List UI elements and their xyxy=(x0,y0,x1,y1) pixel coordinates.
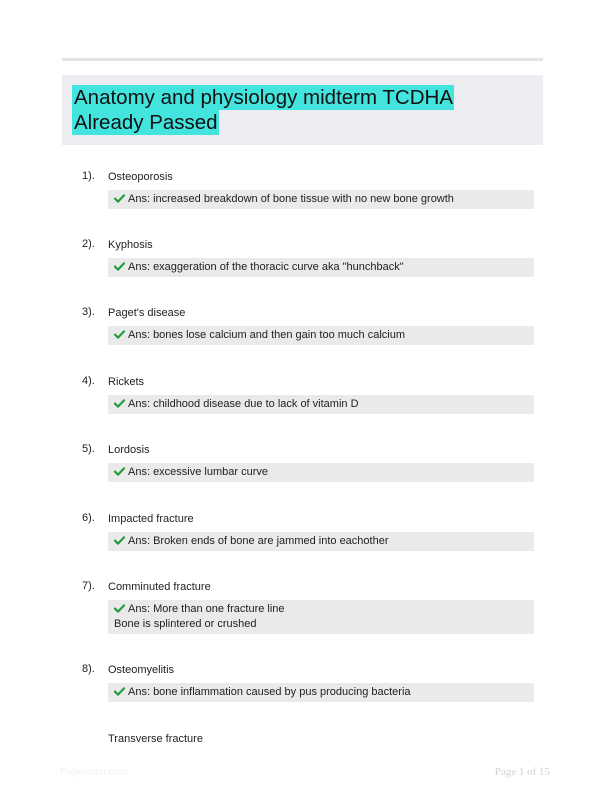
question-number: 2). xyxy=(82,238,95,250)
answer-box xyxy=(108,600,534,634)
check-icon xyxy=(114,604,125,613)
question-number: 6). xyxy=(82,512,95,524)
answer-box xyxy=(108,395,534,414)
check-icon xyxy=(114,467,125,476)
question-text: Osteomyelitis xyxy=(108,664,175,676)
document-title xyxy=(72,85,512,135)
answer-text: Ans: Broken ends of bone are jammed into eachother xyxy=(128,535,389,547)
question-number: 8). xyxy=(82,663,95,675)
check-icon xyxy=(114,536,125,545)
question-text: Rickets xyxy=(108,376,145,388)
question-number: 1). xyxy=(82,170,95,182)
question-text: Paget's disease xyxy=(108,307,186,319)
page-number: Page 1 of 15 xyxy=(494,766,550,778)
answer-box xyxy=(108,190,534,209)
question-number: 4). xyxy=(82,375,95,387)
answer-text: Ans: bones lose calcium and then gain too much calcium xyxy=(128,329,405,341)
question-text: Lordosis xyxy=(108,444,150,456)
answer-text: Ans: childhood disease due to lack of vitamin D xyxy=(128,398,359,410)
question-number: 3). xyxy=(82,306,95,318)
top-divider xyxy=(62,58,543,61)
check-icon xyxy=(114,262,125,271)
question-text: Comminuted fracture xyxy=(108,581,211,593)
check-icon xyxy=(114,194,125,203)
answer-text-line2: Bone is splintered or crushed xyxy=(114,618,257,630)
title-box xyxy=(62,75,543,145)
question-text: Transverse fracture xyxy=(108,733,203,745)
answer-box xyxy=(108,326,534,345)
question-number: 7). xyxy=(82,580,95,592)
question-text: Osteoporosis xyxy=(108,171,173,183)
answer-text: Ans: bone inflammation caused by pus producing bacteria xyxy=(128,686,411,698)
answer-text: Ans: More than one fracture line xyxy=(128,603,285,615)
answer-box xyxy=(108,532,534,551)
footer-site-watermark: Papertutor.com xyxy=(60,767,128,778)
check-icon xyxy=(114,330,125,339)
answer-box xyxy=(108,463,534,482)
question-number: 5). xyxy=(82,443,95,455)
answer-box xyxy=(108,683,534,702)
document-title-text: Anatomy and physiology midterm TCDHA Already Passed xyxy=(74,86,454,134)
question-text: Kyphosis xyxy=(108,239,153,251)
answer-box xyxy=(108,258,534,277)
check-icon xyxy=(114,399,125,408)
answer-text: Ans: exaggeration of the thoracic curve aka "hunchback" xyxy=(128,261,404,273)
check-icon xyxy=(114,687,125,696)
question-text: Impacted fracture xyxy=(108,513,194,525)
answer-text: Ans: increased breakdown of bone tissue with no new bone growth xyxy=(128,193,454,205)
answer-text: Ans: excessive lumbar curve xyxy=(128,466,268,478)
